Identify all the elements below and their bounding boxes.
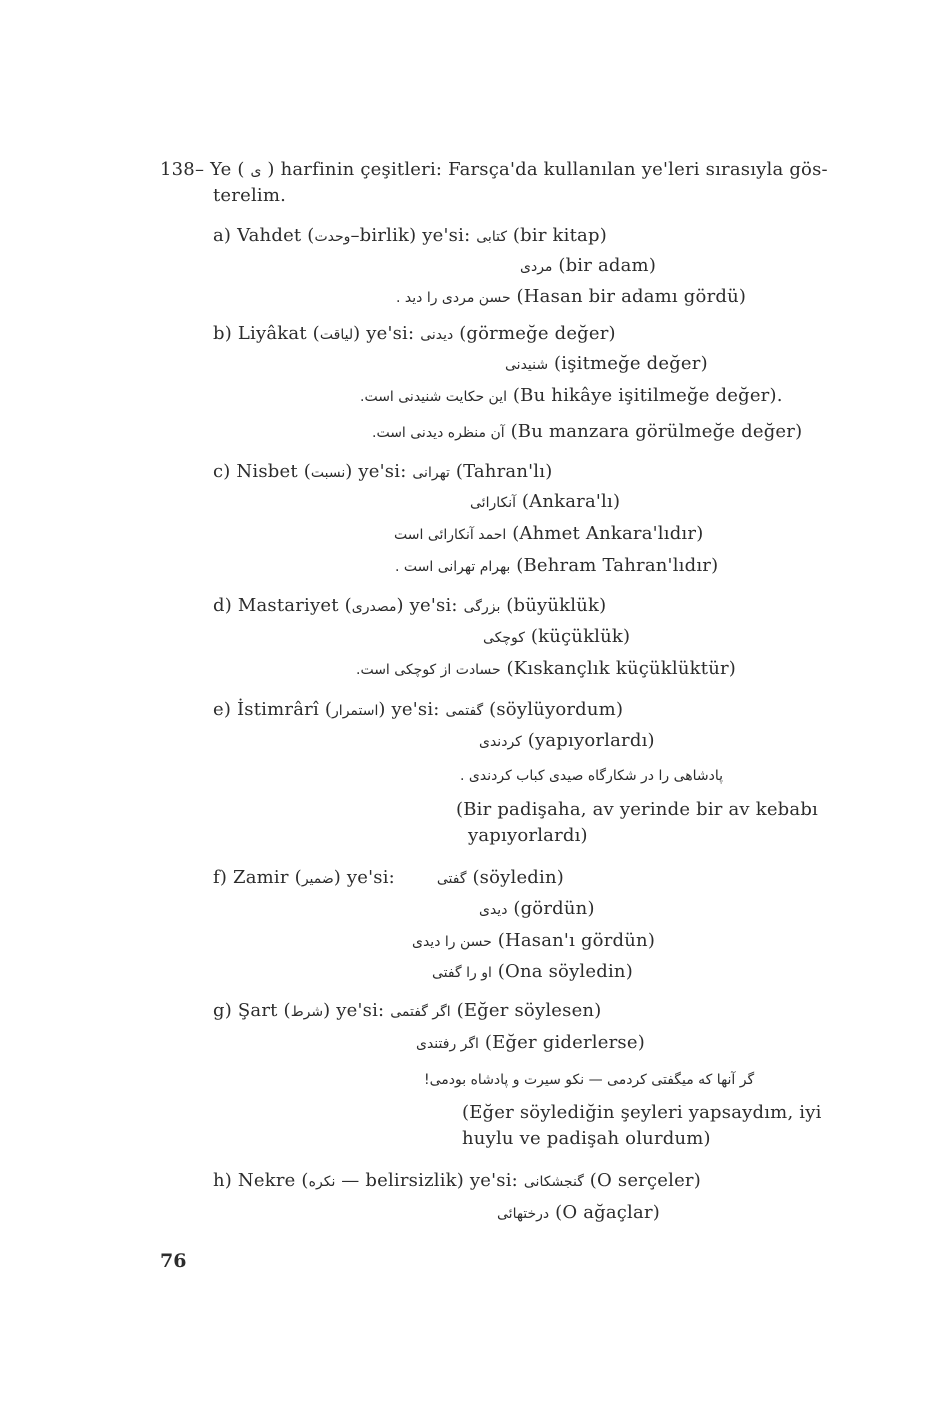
item-f-ex1-ar: گفتی bbox=[436, 871, 467, 887]
item-c-ex4-ar: بهرام تهرانی است . bbox=[395, 559, 511, 575]
item-d-ex3-ar: حسادت از كوچكی است. bbox=[356, 662, 501, 678]
item-e-ex2 bbox=[479, 729, 655, 754]
item-f-ex3 bbox=[412, 929, 655, 954]
item-d-ex1-tr: (büyüklük) bbox=[506, 595, 607, 616]
item-d-label-b: ) ye'si: bbox=[396, 595, 458, 616]
item-d-ex2-ar: كوچكی bbox=[483, 630, 525, 646]
item-d-ex2-tr: (küçüklük) bbox=[530, 626, 631, 647]
item-b-ex4-ar: آن منظره ديدنی است. bbox=[372, 425, 505, 441]
item-f-label-b: ) ye'si: bbox=[333, 867, 395, 888]
item-c-ex2-tr: (Ankara'lı) bbox=[521, 491, 621, 512]
item-c-ex2 bbox=[470, 490, 620, 515]
item-h-ex2 bbox=[497, 1201, 660, 1226]
item-d-ex1-ar: بزرگی bbox=[463, 599, 501, 615]
item-g-ex3 bbox=[424, 1067, 754, 1092]
item-g-ex2-tr: (Eğer giderlerse) bbox=[484, 1032, 645, 1053]
item-b-ex3 bbox=[360, 384, 783, 409]
item-g-head bbox=[213, 999, 601, 1024]
item-f-label: f) Zamir ( bbox=[213, 867, 302, 888]
item-b-ex2 bbox=[505, 352, 708, 377]
item-f-ex2 bbox=[479, 897, 595, 922]
item-a-label-b: –birlik) ye'si: bbox=[350, 225, 471, 246]
item-c-ex3 bbox=[394, 522, 703, 547]
item-c-ex1-tr: (Tahran'lı) bbox=[455, 461, 553, 482]
item-d-ex3-tr: (Kıskançlık küçüklüktür) bbox=[506, 658, 737, 679]
item-b-ex1-ar: ديدنی bbox=[420, 327, 454, 343]
item-e-ex3-tr1: (Bir padişaha, av yerinde bir av kebabı bbox=[456, 799, 819, 820]
item-c-ex2-ar: آنكارائی bbox=[470, 495, 516, 511]
item-a-ex1-tr: (bir kitap) bbox=[512, 225, 607, 246]
item-d-ex2 bbox=[483, 625, 630, 650]
item-a-label: a) Vahdet ( bbox=[213, 225, 315, 246]
item-g-ex3-tr2: huylu ve padişah olurdum) bbox=[462, 1128, 711, 1149]
item-b-head bbox=[213, 322, 616, 347]
item-c-label: c) Nisbet ( bbox=[213, 461, 311, 482]
item-e-label-b: ) ye'si: bbox=[378, 699, 440, 720]
item-c-ex3-tr: (Ahmet Ankara'lıdır) bbox=[512, 523, 704, 544]
item-b-label: b) Liyâkat ( bbox=[213, 323, 320, 344]
item-b-ex4-tr: (Bu manzara görülmeğe değer) bbox=[510, 421, 803, 442]
item-a-ex3-ar: حسن مردی را دید . bbox=[396, 290, 511, 306]
item-e-head bbox=[213, 698, 623, 723]
item-a-ex1-ar: كتابی bbox=[476, 229, 507, 245]
item-d-head bbox=[213, 594, 606, 619]
item-a-ex3-tr: (Hasan bir adamı gördü) bbox=[516, 286, 747, 307]
item-b-ex4 bbox=[372, 420, 802, 445]
item-b-label-b: ) ye'si: bbox=[353, 323, 415, 344]
item-e-ex1-ar: گفتمی bbox=[445, 703, 484, 719]
item-f-ex3-ar: حسن را ديدی bbox=[412, 934, 492, 950]
heading-text-b: ) harfinin çeşitleri: Farsça'da kullanılan ye'leri sırasıyla gös- bbox=[267, 159, 828, 180]
item-f-ex4-tr: (Ona söyledin) bbox=[497, 961, 633, 982]
heading-text-a: Ye ( bbox=[210, 159, 245, 180]
item-c-head bbox=[213, 460, 552, 485]
item-g-ex3-ar: گر آنها كه ميگفتی كردمی — نكو سيرت و پادشاه بودمی! bbox=[424, 1072, 755, 1088]
item-f-term: ضمير bbox=[301, 871, 334, 887]
item-f-ex4-ar: او را گفتی bbox=[432, 965, 492, 981]
section-number: 138– bbox=[160, 159, 205, 180]
item-g-label: g) Şart ( bbox=[213, 1000, 291, 1021]
item-c-ex3-ar: احمد آنكارائی است bbox=[394, 527, 507, 543]
item-c-ex1-ar: تهرانی bbox=[412, 465, 450, 481]
section-heading-cont: terelim. bbox=[213, 185, 287, 206]
item-h-ex1-ar: گنجشكانی bbox=[523, 1174, 584, 1190]
item-c-label-b: ) ye'si: bbox=[345, 461, 407, 482]
item-h-ex2-ar: درختهائی bbox=[497, 1206, 550, 1222]
item-h-label-b: — belirsizlik) ye'si: bbox=[341, 1170, 518, 1191]
item-g-term: شرط bbox=[290, 1004, 324, 1020]
item-h-ex1-tr: (O serçeler) bbox=[589, 1170, 701, 1191]
item-e-ex2-tr: (yapıyorlardı) bbox=[527, 730, 655, 751]
item-b-ex3-tr: (Bu hikâye işitilmeğe değer). bbox=[512, 385, 783, 406]
item-e-ex3-tr2: yapıyorlardı) bbox=[468, 825, 588, 846]
item-c-ex4 bbox=[395, 554, 718, 579]
item-e-ex2-ar: كردندی bbox=[479, 734, 522, 750]
item-e-label: e) İstimrârî ( bbox=[213, 699, 333, 720]
item-d-term: مصدری bbox=[351, 599, 397, 615]
item-g-ex1-ar: اگر گفتمی bbox=[390, 1004, 451, 1020]
item-b-ex3-ar: اين حكايت شنيدنی است. bbox=[360, 389, 507, 405]
item-f-ex1-tr: (söyledin) bbox=[472, 867, 565, 888]
item-h-term: نكره bbox=[308, 1174, 336, 1190]
item-h-ex2-tr: (O ağaçlar) bbox=[555, 1202, 660, 1223]
item-a-term: وحدت bbox=[314, 229, 351, 245]
item-f-head bbox=[213, 866, 564, 891]
item-f-ex2-ar: ديدی bbox=[479, 902, 508, 918]
item-g-ex1-tr: (Eğer söylesen) bbox=[456, 1000, 602, 1021]
item-f-ex3-tr: (Hasan'ı gördün) bbox=[497, 930, 656, 951]
item-e-ex3 bbox=[460, 763, 723, 788]
item-a-ex3 bbox=[396, 285, 746, 310]
item-b-ex1-tr: (görmeğe değer) bbox=[459, 323, 616, 344]
item-d-ex3 bbox=[356, 657, 736, 682]
item-e-term: استمرار bbox=[332, 703, 379, 719]
item-g-ex3-tr1: (Eğer söylediğin şeyleri yapsaydım, iyi bbox=[462, 1102, 822, 1123]
heading-arabic: ی bbox=[250, 163, 262, 179]
item-g-label-b: ) ye'si: bbox=[323, 1000, 385, 1021]
item-c-ex4-tr: (Behram Tahran'lıdır) bbox=[516, 555, 719, 576]
item-f-ex2-tr: (gördün) bbox=[513, 898, 595, 919]
item-b-ex2-tr: (işitmeğe değer) bbox=[554, 353, 708, 374]
item-f-ex4 bbox=[432, 960, 633, 985]
item-g-ex2 bbox=[416, 1031, 645, 1056]
item-e-ex1-tr: (söylüyordum) bbox=[489, 699, 624, 720]
item-e-ex3-ar: پادشاهی را در شكارگاه صيدی كباب كردندی . bbox=[460, 768, 724, 784]
item-h-head bbox=[213, 1169, 701, 1194]
item-a-ex2-ar: مردی bbox=[520, 259, 553, 275]
item-a-ex2 bbox=[520, 254, 656, 279]
item-a-ex2-tr: (bir adam) bbox=[558, 255, 657, 276]
page-number: 76 bbox=[160, 1250, 187, 1272]
item-b-ex2-ar: شنيدنی bbox=[505, 357, 549, 373]
item-c-term: نسبت bbox=[310, 465, 346, 481]
item-b-term: لياقت bbox=[319, 327, 354, 343]
section-heading bbox=[160, 158, 828, 183]
item-h-label: h) Nekre ( bbox=[213, 1170, 309, 1191]
item-g-ex2-ar: اگر رفتندی bbox=[416, 1036, 479, 1052]
item-d-label: d) Mastariyet ( bbox=[213, 595, 352, 616]
item-a-head bbox=[213, 224, 607, 249]
